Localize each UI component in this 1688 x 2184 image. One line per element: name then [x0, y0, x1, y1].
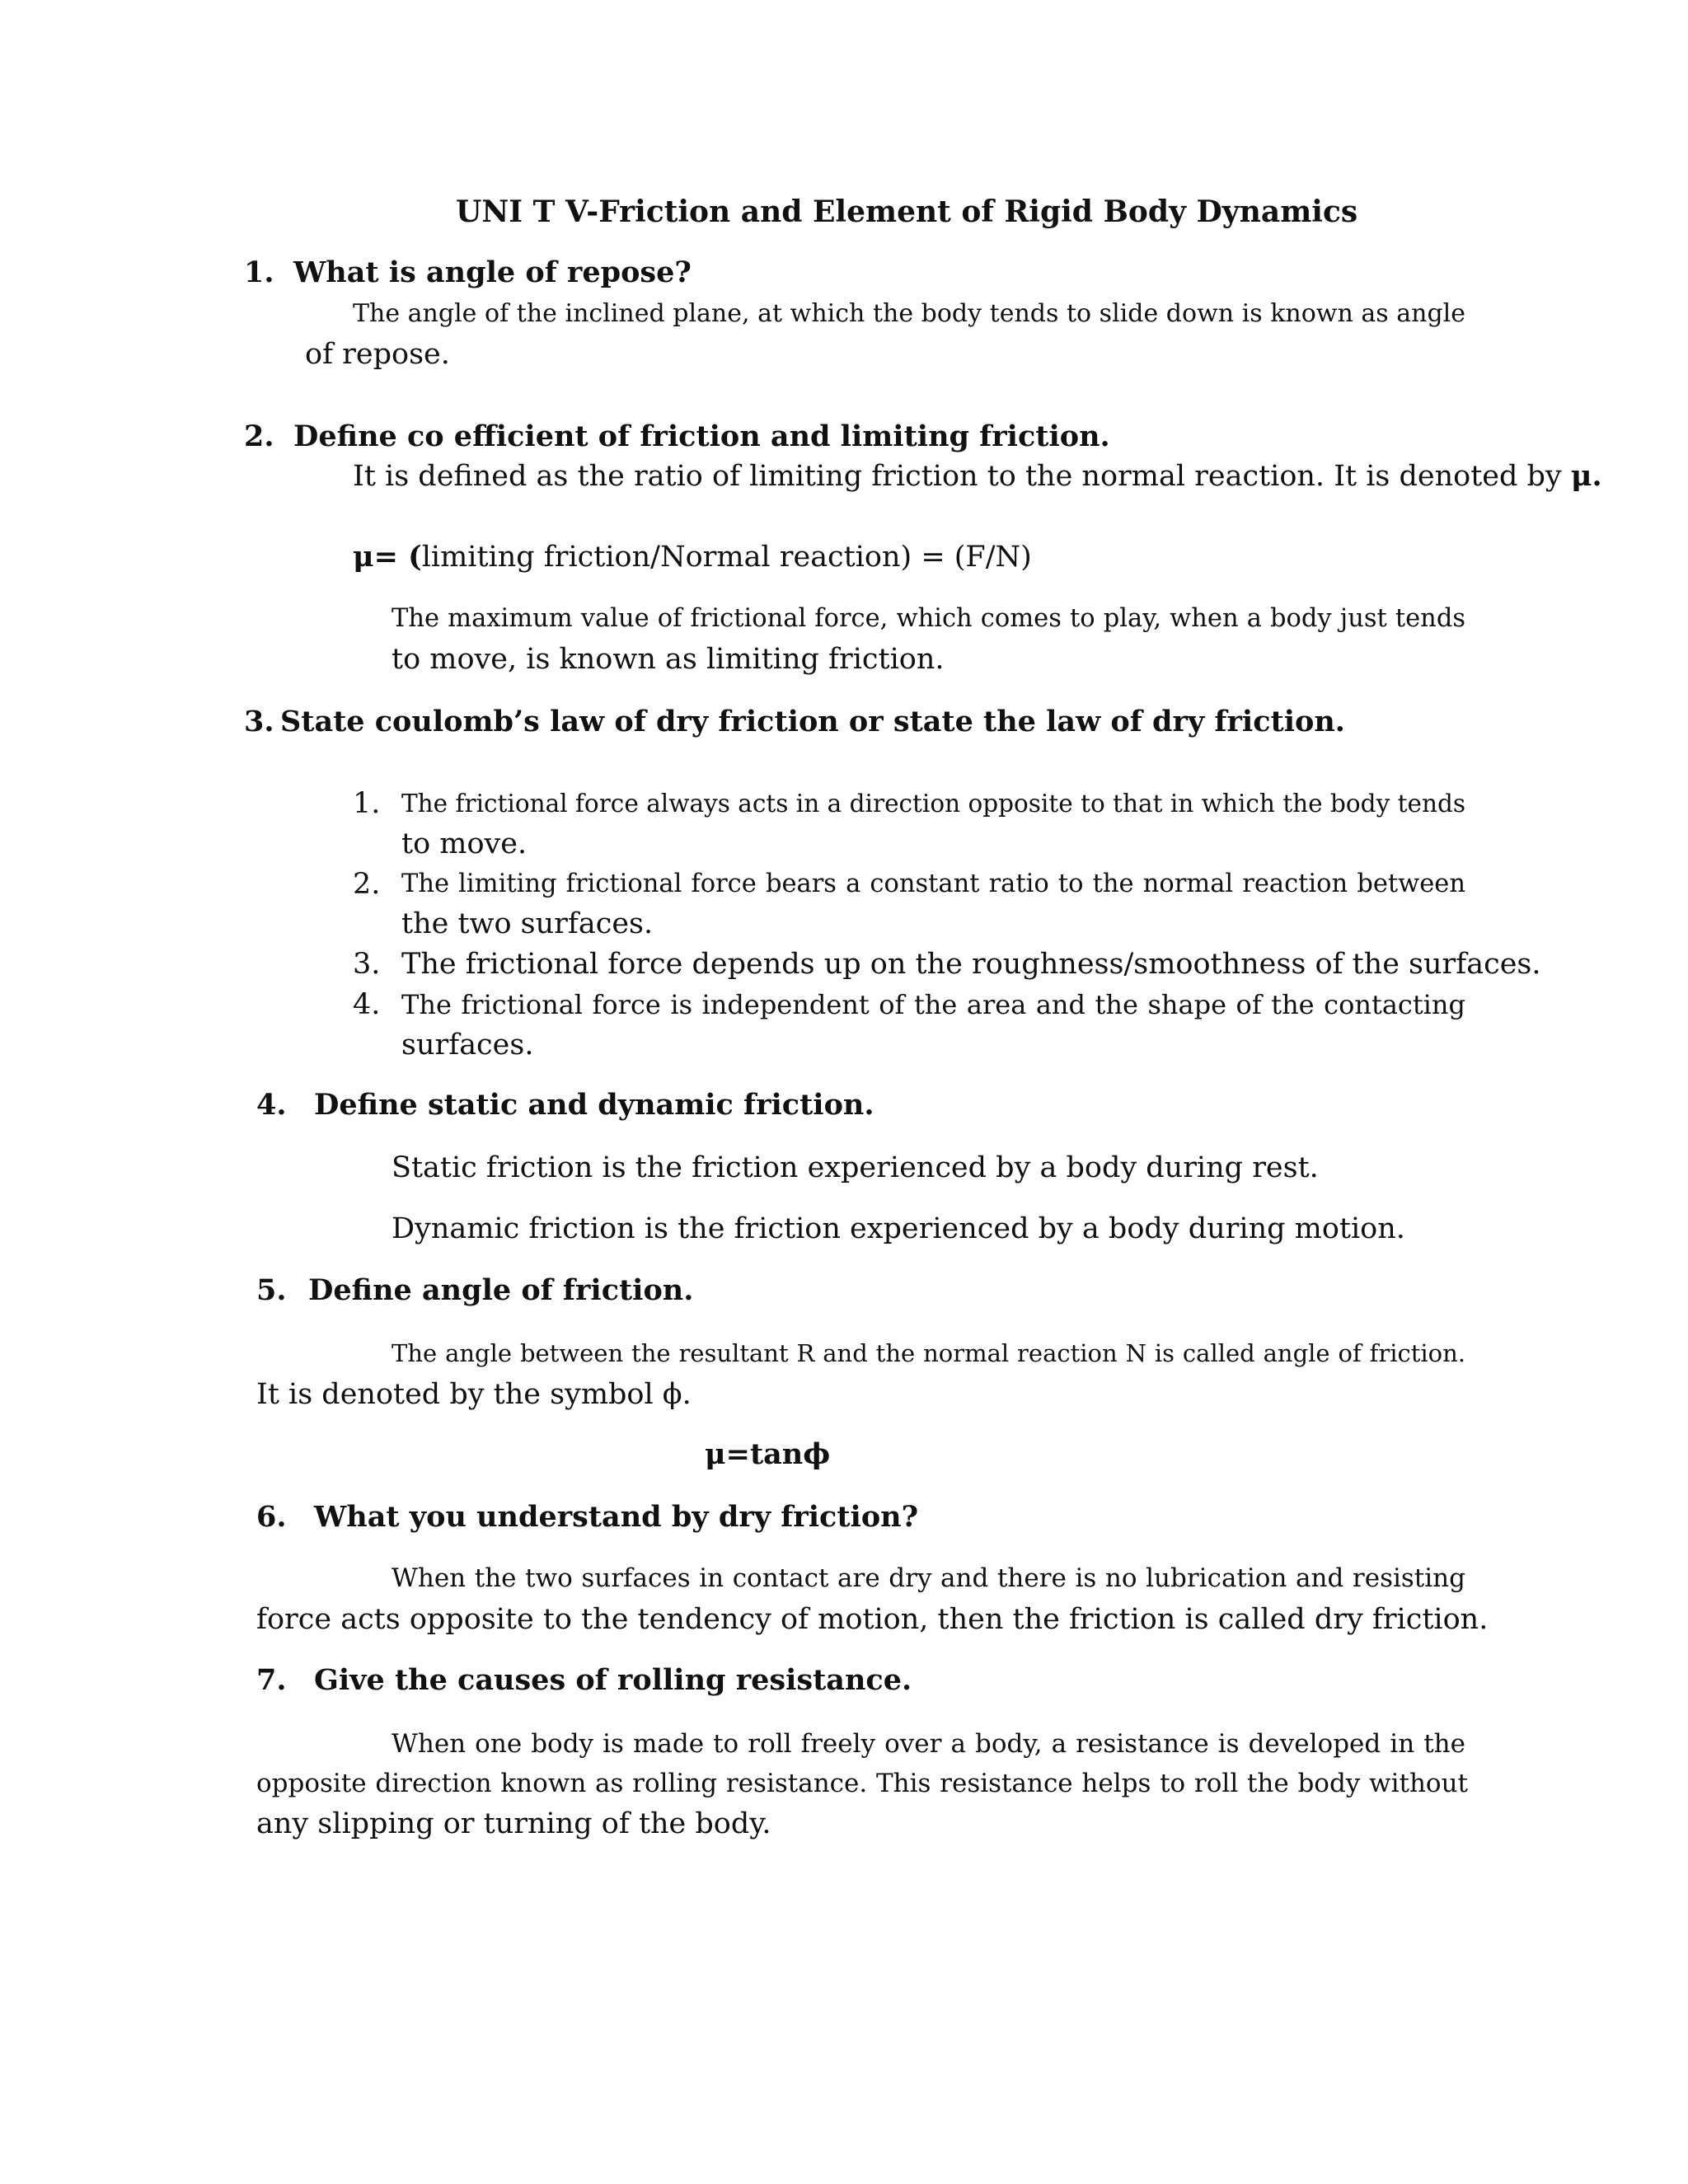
question-heading: Define co efficient of friction and limiting friction. — [293, 419, 1110, 453]
question-heading: Define angle of friction. — [308, 1273, 694, 1307]
answer-line: force acts opposite to the tendency of motion, then the friction is called dry friction. — [256, 1603, 1489, 1636]
question-heading: What is angle of repose? — [293, 255, 692, 289]
answer-line: to move, is known as limiting friction. — [392, 643, 945, 676]
question-number: 5. — [256, 1273, 287, 1307]
list-item: The limiting frictional force bears a constant ratio to the normal reaction between — [401, 869, 1465, 898]
answer-line: opposite direction known as rolling resistance. This resistance helps to roll the body without — [256, 1769, 1468, 1798]
answer-line: any slipping or turning of the body. — [256, 1807, 771, 1840]
list-item: surfaces. — [401, 1029, 534, 1062]
list-number: 2. — [353, 868, 381, 901]
formula-line: μ=tanϕ — [705, 1437, 831, 1471]
mu-symbol: μ. — [1570, 459, 1602, 493]
formula-line: μ= (limiting friction/Normal reaction) = (F/N) — [353, 540, 1032, 574]
question-number: 1. — [244, 255, 274, 289]
list-item: to move. — [401, 827, 528, 860]
question-heading: What you understand by dry friction? — [314, 1500, 919, 1534]
list-item: the two surfaces. — [401, 907, 654, 940]
answer-line: It is denoted by the symbol ϕ. — [256, 1378, 692, 1411]
question-number: 6. — [256, 1500, 287, 1534]
answer-line: Dynamic friction is the friction experienced by a body during motion. — [392, 1212, 1405, 1245]
list-item: The frictional force always acts in a direction opposite to that in which the body tends — [401, 790, 1465, 818]
answer-line: The maximum value of frictional force, which comes to play, when a body just tends — [392, 604, 1465, 633]
answer-line: The angle of the inclined plane, at which the body tends to slide down is known as angle — [353, 299, 1465, 328]
answer-line: The angle between the resultant R and the normal reaction N is called angle of friction. — [392, 1339, 1465, 1367]
answer-line: When one body is made to roll freely over a body, a resistance is developed in the — [392, 1729, 1465, 1759]
question-heading: Give the causes of rolling resistance. — [314, 1663, 912, 1697]
answer-line: When the two surfaces in contact are dry and there is no lubrication and resisting — [392, 1563, 1465, 1593]
question-number: 7. — [256, 1663, 287, 1697]
question-number: 2. — [244, 419, 274, 453]
question-heading: State coulomb’s law of dry friction or state the law of dry friction. — [280, 705, 1345, 738]
answer-line: Static friction is the friction experienced by a body during rest. — [392, 1151, 1319, 1184]
list-number: 4. — [353, 988, 381, 1021]
list-number: 1. — [353, 787, 381, 820]
answer-line: of repose. — [305, 338, 450, 371]
list-item: The frictional force is independent of the area and the shape of the contacting — [401, 989, 1465, 1020]
list-item: The frictional force depends up on the roughness/smoothness of the surfaces. — [401, 948, 1541, 981]
question-number: 3. — [244, 705, 274, 738]
question-number: 4. — [256, 1088, 287, 1122]
page-title: UNI T V-Friction and Element of Rigid Body Dynamics — [456, 194, 1358, 229]
question-heading: Define static and dynamic friction. — [314, 1088, 874, 1122]
list-number: 3. — [353, 948, 381, 981]
answer-line: It is defined as the ratio of limiting friction to the normal reaction. It is denoted by μ. — [353, 459, 1602, 493]
